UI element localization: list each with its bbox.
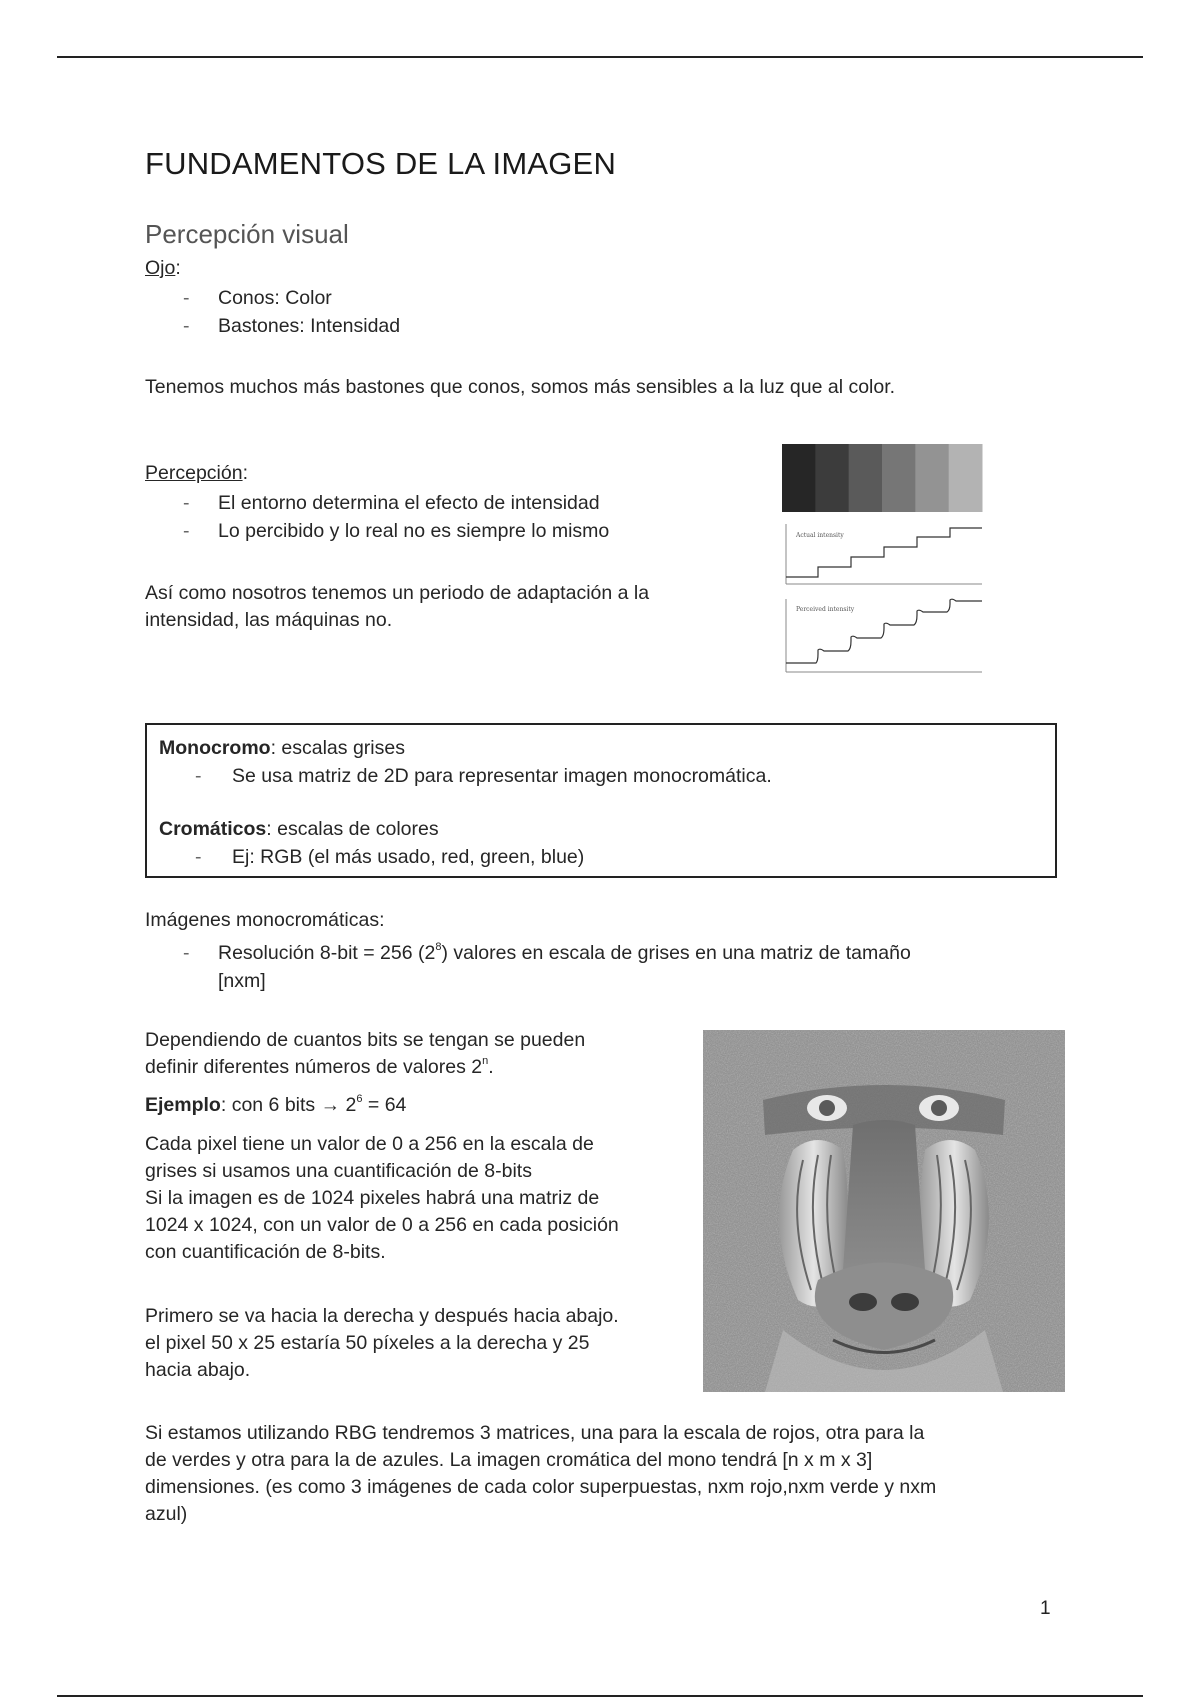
- list-item-text: El entorno determina el efecto de intensidad: [218, 492, 600, 514]
- pixel-line: grises si usamos una cuantificación de 8-bits: [145, 1160, 532, 1182]
- ojo-colon: :: [175, 257, 181, 279]
- percepcion-list: [145, 489, 765, 545]
- bits-paragraph: [145, 1027, 695, 1081]
- gray-bar: [849, 444, 883, 512]
- list-item-text: Bastones: Intensidad: [218, 315, 401, 337]
- page-title: FUNDAMENTOS DE LA IMAGEN: [145, 146, 617, 181]
- percepcion-label: Percepción: [145, 462, 243, 484]
- pixel-paragraph: [145, 1131, 705, 1266]
- list-item-text: Se usa matriz de 2D para representar imagen monocromática.: [232, 765, 772, 787]
- order-paragraph: [145, 1303, 705, 1384]
- percepcion-heading: [145, 460, 248, 487]
- perceived-intensity-label: Perceived intensity: [796, 606, 855, 613]
- monocromo-rest: : escalas grises: [270, 737, 405, 759]
- monocromaticas-heading: Imágenes monocromáticas:: [145, 909, 385, 931]
- ojo-label: Ojo: [145, 257, 176, 279]
- gray-bar: [782, 444, 816, 512]
- list-item: [159, 843, 1045, 871]
- dash-bullet: -: [183, 287, 190, 309]
- ejemplo-exponent: 6: [356, 1092, 363, 1105]
- dash-bullet: -: [183, 492, 190, 514]
- pixel-line: con cuantificación de 8-bits.: [145, 1241, 386, 1263]
- list-item-text: Conos: Color: [218, 287, 332, 309]
- adaptation-paragraph: [145, 580, 745, 634]
- intensity-figure-svg: [782, 444, 992, 678]
- ejemplo-bold: Ejemplo: [145, 1094, 221, 1116]
- rgb-line: Si estamos utilizando RBG tendremos 3 matrices, una para la escala de rojos, otra para la: [145, 1422, 925, 1444]
- pixel-line: Cada pixel tiene un valor de 0 a 256 en la escala de: [145, 1133, 594, 1155]
- cromaticos-bold: Cromáticos: [159, 818, 267, 840]
- ojo-heading: [145, 255, 181, 282]
- intensity-figure: [782, 444, 992, 678]
- list-item-text: Ej: RGB (el más usado, red, green, blue): [232, 846, 585, 868]
- monocromaticas-list: [145, 939, 1075, 995]
- monocromo-list: [159, 762, 1045, 790]
- order-line: hacia abajo.: [145, 1359, 251, 1381]
- pixel-line: Si la imagen es de 1024 pixeles habrá una matriz de: [145, 1187, 600, 1209]
- gray-bars: [782, 444, 983, 512]
- list-item: [145, 284, 845, 312]
- order-line: el pixel 50 x 25 estaría 50 píxeles a la derecha y 25: [145, 1332, 590, 1354]
- pixel-line: 1024 x 1024, con un valor de 0 a 256 en cada posición: [145, 1214, 619, 1236]
- dash-bullet: -: [183, 942, 190, 964]
- ejemplo-end: = 64: [362, 1094, 407, 1116]
- nose-bridge: [843, 1120, 925, 1278]
- left-nostril: [849, 1293, 877, 1311]
- resolution-text-cont: ) valores en escala de grises en una matriz de tamaño: [441, 942, 911, 964]
- right-pupil: [931, 1100, 947, 1116]
- resolution-exponent: 8: [435, 940, 442, 953]
- bastones-paragraph: Tenemos muchos más bastones que conos, somos más sensibles a la luz que al color.: [145, 376, 896, 398]
- ejemplo-line: [145, 1092, 406, 1119]
- bits-line: [145, 1054, 695, 1081]
- resolution-text-line2: [nxm]: [218, 970, 266, 992]
- dash-bullet: -: [195, 765, 202, 787]
- right-nostril: [891, 1293, 919, 1311]
- gray-bar: [882, 444, 916, 512]
- list-item: [145, 489, 765, 517]
- bottom-rule: [57, 1695, 1143, 1697]
- dash-bullet: -: [195, 846, 202, 868]
- bits-line-end: .: [488, 1056, 494, 1078]
- top-rule: [57, 56, 1143, 58]
- actual-intensity-label: Actual intensity: [796, 532, 844, 539]
- list-item: [145, 939, 1075, 995]
- bits-line-text: definir diferentes números de valores 2: [145, 1056, 483, 1078]
- list-item: [145, 517, 765, 545]
- gray-bar: [915, 444, 949, 512]
- percepcion-colon: :: [242, 462, 248, 484]
- list-item: [159, 762, 1045, 790]
- list-item-text: Lo percibido y lo real no es siempre lo mismo: [218, 520, 610, 542]
- dash-bullet: -: [183, 315, 190, 337]
- bits-exponent: n: [482, 1054, 489, 1067]
- figure-background: [782, 517, 992, 677]
- definitions-box: [145, 723, 1057, 878]
- gray-bar: [815, 444, 849, 512]
- rgb-paragraph: [145, 1420, 1065, 1528]
- baboon-illustration: [703, 1030, 1065, 1392]
- order-line: Primero se va hacia la derecha y después hacia abajo.: [145, 1305, 619, 1327]
- bits-line: Dependiendo de cuantos bits se tengan se pueden: [145, 1029, 586, 1051]
- rgb-line: azul): [145, 1503, 188, 1525]
- cromaticos-rest: : escalas de colores: [266, 818, 439, 840]
- list-item: [145, 312, 845, 340]
- ejemplo-text: : con 6 bits → 2: [220, 1094, 357, 1116]
- section-title: Percepción visual: [145, 219, 349, 249]
- cromaticos-heading: [159, 816, 1045, 843]
- adaptation-line: intensidad, las máquinas no.: [145, 609, 393, 631]
- monocromo-heading: [159, 735, 1045, 762]
- ojo-list: [145, 284, 845, 340]
- rgb-line: de verdes y otra para la de azules. La imagen cromática del mono tendrá [n x m x 3]: [145, 1449, 873, 1471]
- baboon-image: [703, 1030, 1065, 1392]
- adaptation-line: Así como nosotros tenemos un periodo de adaptación a la: [145, 582, 650, 604]
- cromaticos-list: [159, 843, 1045, 871]
- monocromo-bold: Monocromo: [159, 737, 271, 759]
- dash-bullet: -: [183, 520, 190, 542]
- gray-bar: [949, 444, 983, 512]
- resolution-text: Resolución 8-bit = 256 (2: [218, 942, 436, 964]
- page-number: 1: [1040, 1598, 1051, 1619]
- left-pupil: [819, 1100, 835, 1116]
- rgb-line: dimensiones. (es como 3 imágenes de cada color superpuestas, nxm rojo,nxm verde y nxm: [145, 1476, 937, 1498]
